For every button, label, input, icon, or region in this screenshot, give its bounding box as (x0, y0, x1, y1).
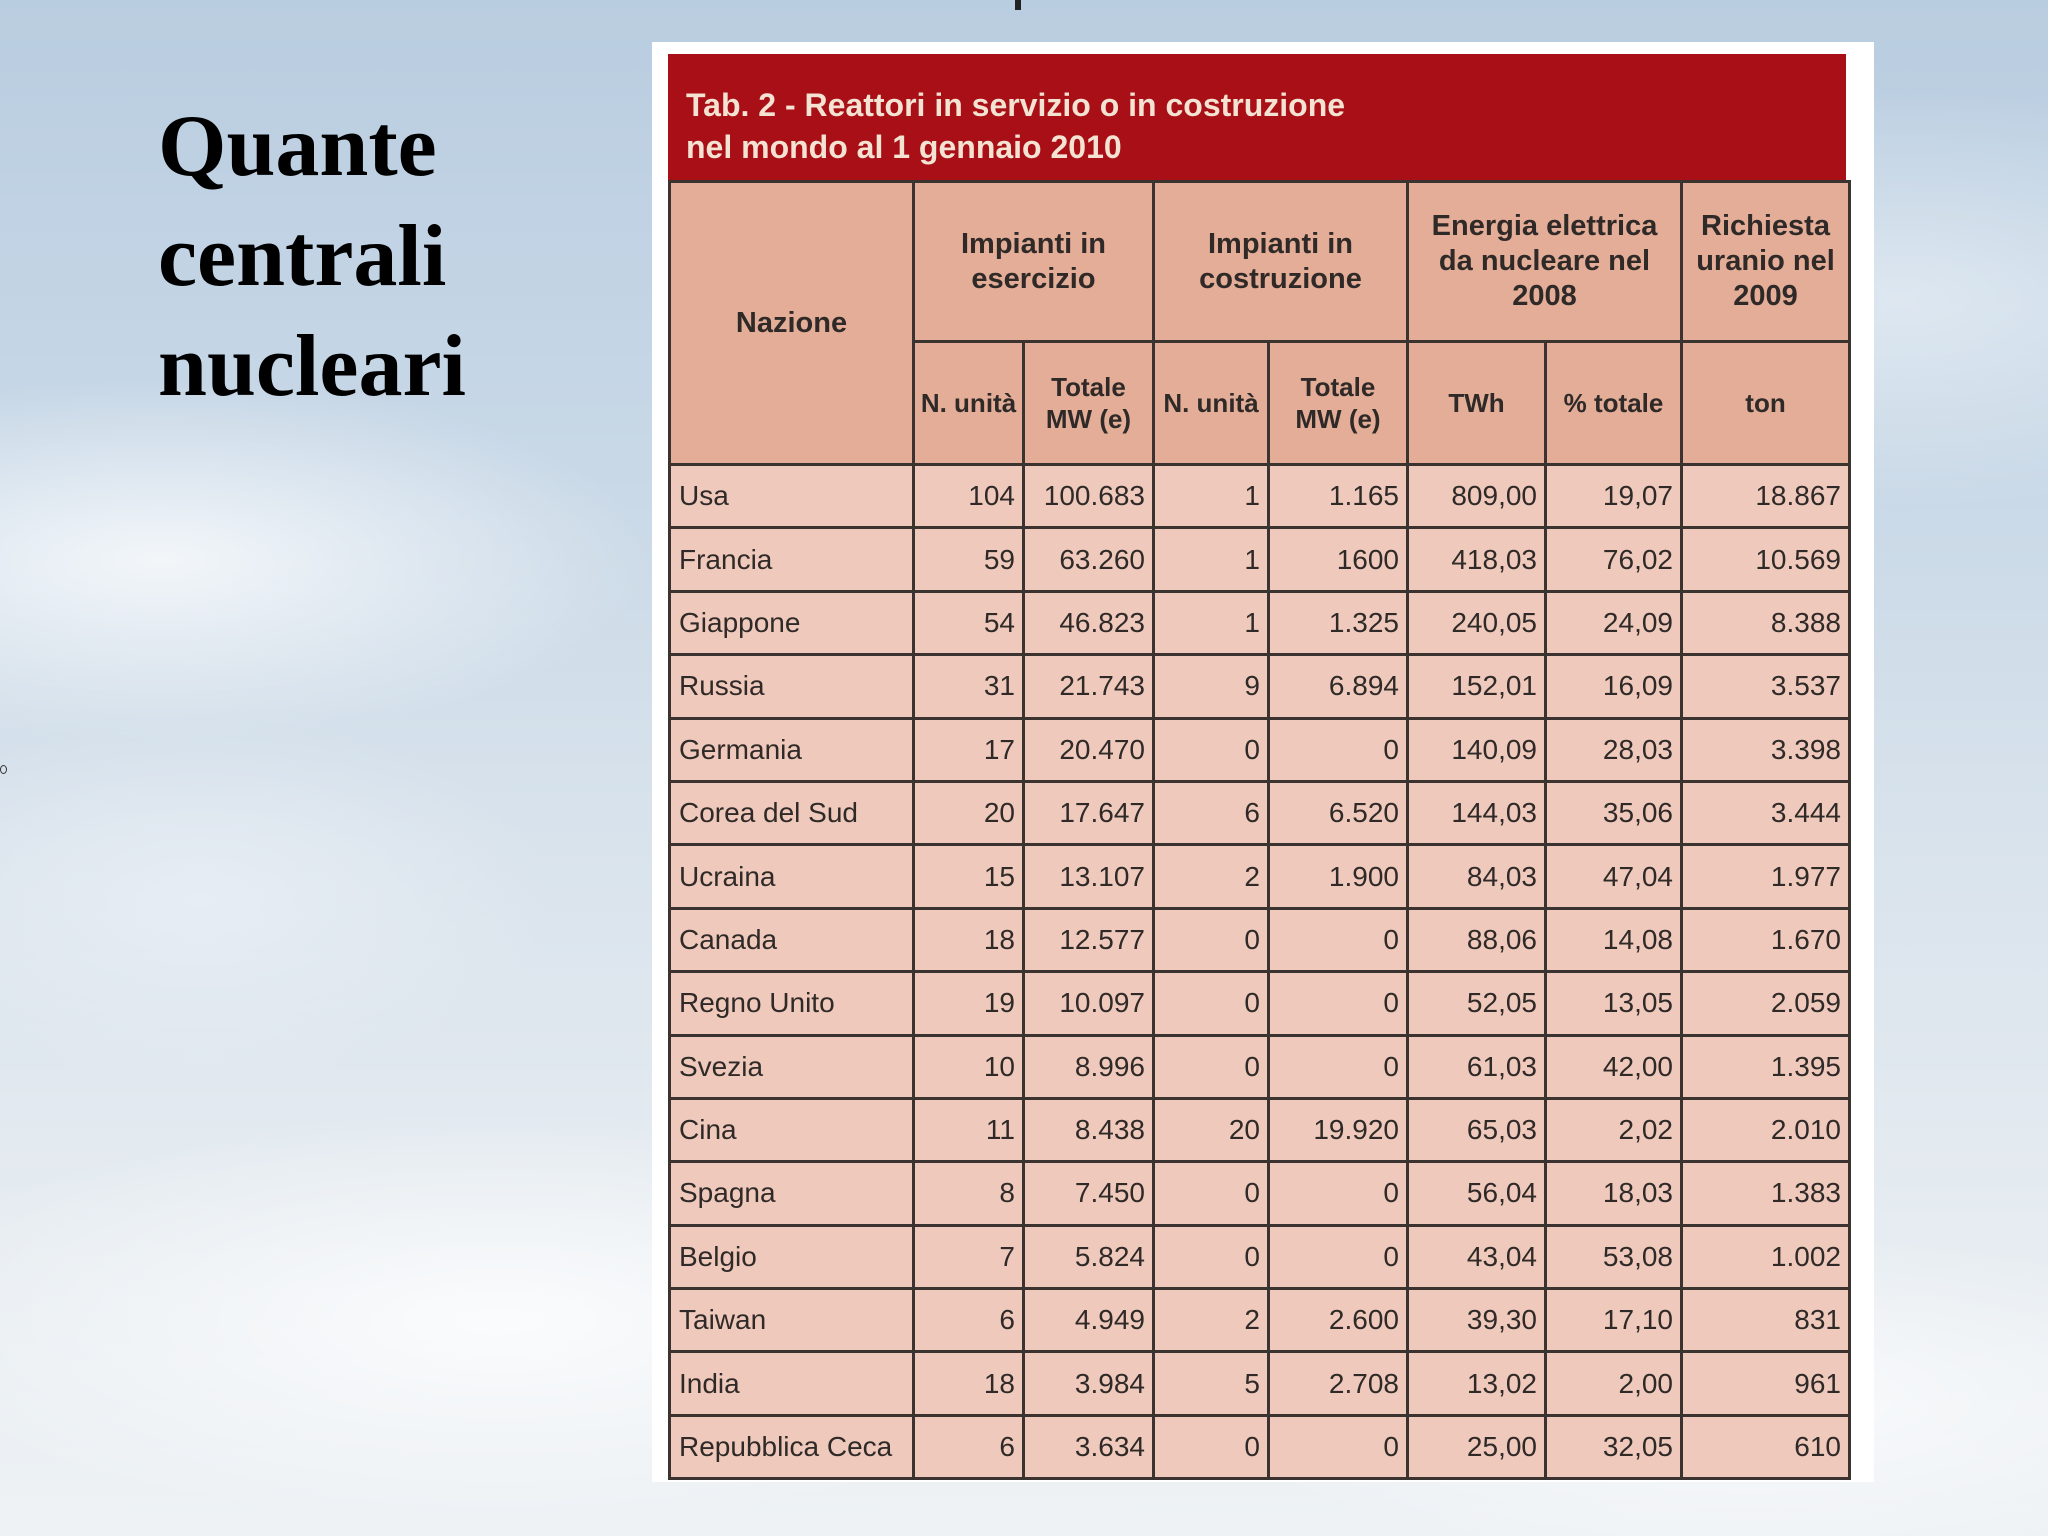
cell-total-mw: 46.823 (1024, 591, 1154, 654)
cell-nation: Russia (670, 655, 914, 718)
cell-pct-total: 17,10 (1546, 1289, 1682, 1352)
cell-units: 19 (914, 972, 1024, 1035)
table-caption-line: Tab. 2 - Reattori in servizio o in costruzione (686, 87, 1346, 123)
cell-twh: 88,06 (1408, 908, 1546, 971)
cell-twh: 43,04 (1408, 1225, 1546, 1288)
cell-twh: 61,03 (1408, 1035, 1546, 1098)
cell-pct-total: 13,05 (1546, 972, 1682, 1035)
cell-construction-units: 0 (1154, 972, 1269, 1035)
table-panel (652, 42, 1874, 1482)
cell-twh: 140,09 (1408, 718, 1546, 781)
cell-uranium-ton: 1.383 (1682, 1162, 1850, 1225)
cell-construction-mw: 1.165 (1269, 465, 1408, 528)
cell-construction-units: 2 (1154, 1289, 1269, 1352)
table-row (670, 1162, 1850, 1225)
cell-total-mw: 63.260 (1024, 528, 1154, 591)
cell-construction-mw: 2.600 (1269, 1289, 1408, 1352)
cell-nation: Spagna (670, 1162, 914, 1225)
cell-units: 11 (914, 1098, 1024, 1161)
cell-twh: 84,03 (1408, 845, 1546, 908)
cell-pct-total: 19,07 (1546, 465, 1682, 528)
cell-nation: Francia (670, 528, 914, 591)
cell-units: 10 (914, 1035, 1024, 1098)
cell-uranium-ton: 831 (1682, 1289, 1850, 1352)
cell-construction-mw: 0 (1269, 1225, 1408, 1288)
cell-pct-total: 16,09 (1546, 655, 1682, 718)
cell-nation: Repubblica Ceca (670, 1415, 914, 1478)
cell-construction-units: 0 (1154, 718, 1269, 781)
table-row (670, 1098, 1850, 1161)
cell-pct-total: 28,03 (1546, 718, 1682, 781)
cell-units: 8 (914, 1162, 1024, 1225)
cell-pct-total: 47,04 (1546, 845, 1682, 908)
cell-twh: 56,04 (1408, 1162, 1546, 1225)
slide-title-line: Quante (158, 98, 437, 195)
cell-twh: 65,03 (1408, 1098, 1546, 1161)
cell-construction-mw: 1600 (1269, 528, 1408, 591)
cell-uranium-ton: 10.569 (1682, 528, 1850, 591)
table-caption (668, 54, 1846, 181)
table-row (670, 845, 1850, 908)
cell-construction-units: 0 (1154, 1225, 1269, 1288)
cell-units: 17 (914, 718, 1024, 781)
cell-total-mw: 12.577 (1024, 908, 1154, 971)
cell-pct-total: 2,02 (1546, 1098, 1682, 1161)
table-row (670, 528, 1850, 591)
cell-total-mw: 10.097 (1024, 972, 1154, 1035)
cell-total-mw: 13.107 (1024, 845, 1154, 908)
table-row (670, 1352, 1850, 1415)
cell-twh: 25,00 (1408, 1415, 1546, 1478)
cell-total-mw: 3.984 (1024, 1352, 1154, 1415)
slide-title-line: centrali (158, 208, 447, 305)
cell-pct-total: 32,05 (1546, 1415, 1682, 1478)
cell-total-mw: 17.647 (1024, 781, 1154, 844)
slide-title-line: nucleari (158, 318, 466, 415)
cell-pct-total: 18,03 (1546, 1162, 1682, 1225)
cell-construction-units: 1 (1154, 465, 1269, 528)
table-row (670, 718, 1850, 781)
cell-construction-units: 5 (1154, 1352, 1269, 1415)
cell-construction-mw: 0 (1269, 1162, 1408, 1225)
cell-nation: India (670, 1352, 914, 1415)
table-body (670, 465, 1850, 1479)
cell-construction-mw: 1.900 (1269, 845, 1408, 908)
table-row (670, 465, 1850, 528)
cell-construction-mw: 0 (1269, 1035, 1408, 1098)
cell-units: 104 (914, 465, 1024, 528)
table-caption-line: nel mondo al 1 gennaio 2010 (686, 129, 1122, 165)
header-n-units: N. unità (914, 342, 1024, 465)
cell-uranium-ton: 3.444 (1682, 781, 1850, 844)
cell-nation: Svezia (670, 1035, 914, 1098)
cell-pct-total: 24,09 (1546, 591, 1682, 654)
cell-units: 6 (914, 1415, 1024, 1478)
cell-twh: 152,01 (1408, 655, 1546, 718)
cell-units: 7 (914, 1225, 1024, 1288)
cell-total-mw: 8.438 (1024, 1098, 1154, 1161)
cell-construction-mw: 6.894 (1269, 655, 1408, 718)
table-row (670, 1225, 1850, 1288)
cell-twh: 144,03 (1408, 781, 1546, 844)
cell-construction-units: 0 (1154, 1162, 1269, 1225)
cell-nation: Canada (670, 908, 914, 971)
cell-uranium-ton: 18.867 (1682, 465, 1850, 528)
cell-nation: Cina (670, 1098, 914, 1161)
cell-uranium-ton: 2.059 (1682, 972, 1850, 1035)
header-pct-total: % totale (1546, 342, 1682, 465)
cell-construction-units: 1 (1154, 528, 1269, 591)
cell-construction-mw: 6.520 (1269, 781, 1408, 844)
cell-uranium-ton: 1.395 (1682, 1035, 1850, 1098)
cell-twh: 13,02 (1408, 1352, 1546, 1415)
cell-uranium-ton: 3.398 (1682, 718, 1850, 781)
cell-construction-units: 6 (1154, 781, 1269, 844)
header-in-service: Impianti in esercizio (914, 182, 1154, 342)
cell-total-mw: 5.824 (1024, 1225, 1154, 1288)
cell-pct-total: 14,08 (1546, 908, 1682, 971)
cell-construction-units: 1 (1154, 591, 1269, 654)
cell-twh: 809,00 (1408, 465, 1546, 528)
table-row (670, 591, 1850, 654)
cell-uranium-ton: 1.977 (1682, 845, 1850, 908)
header-energy: Energia elettrica da nucleare nel 2008 (1408, 182, 1682, 342)
cell-twh: 52,05 (1408, 972, 1546, 1035)
cell-units: 15 (914, 845, 1024, 908)
header-twh: TWh (1408, 342, 1546, 465)
cell-construction-units: 0 (1154, 908, 1269, 971)
cell-construction-mw: 1.325 (1269, 591, 1408, 654)
cell-units: 6 (914, 1289, 1024, 1352)
cell-construction-mw: 0 (1269, 908, 1408, 971)
cell-construction-units: 2 (1154, 845, 1269, 908)
cell-total-mw: 21.743 (1024, 655, 1154, 718)
cell-pct-total: 53,08 (1546, 1225, 1682, 1288)
cell-twh: 39,30 (1408, 1289, 1546, 1352)
cell-construction-mw: 2.708 (1269, 1352, 1408, 1415)
cell-total-mw: 20.470 (1024, 718, 1154, 781)
cell-units: 20 (914, 781, 1024, 844)
cell-nation: Regno Unito (670, 972, 914, 1035)
top-edge-mark (1015, 0, 1021, 10)
cell-total-mw: 4.949 (1024, 1289, 1154, 1352)
header-n-units-construction: N. unità (1154, 342, 1269, 465)
left-edge-mark (0, 765, 7, 774)
cell-units: 18 (914, 908, 1024, 971)
cell-units: 18 (914, 1352, 1024, 1415)
cell-pct-total: 2,00 (1546, 1352, 1682, 1415)
cell-construction-units: 9 (1154, 655, 1269, 718)
cell-uranium-ton: 3.537 (1682, 655, 1850, 718)
cell-nation: Corea del Sud (670, 781, 914, 844)
cell-total-mw: 7.450 (1024, 1162, 1154, 1225)
table-row (670, 655, 1850, 718)
header-nation: Nazione (670, 182, 914, 465)
cell-uranium-ton: 1.002 (1682, 1225, 1850, 1288)
cell-total-mw: 100.683 (1024, 465, 1154, 528)
table-row (670, 1035, 1850, 1098)
cell-twh: 240,05 (1408, 591, 1546, 654)
cell-construction-mw: 19.920 (1269, 1098, 1408, 1161)
cell-units: 59 (914, 528, 1024, 591)
header-ton: ton (1682, 342, 1850, 465)
cell-pct-total: 35,06 (1546, 781, 1682, 844)
slide-title (158, 92, 466, 422)
header-under-construction: Impianti in costruzione (1154, 182, 1408, 342)
cell-units: 31 (914, 655, 1024, 718)
cell-uranium-ton: 610 (1682, 1415, 1850, 1478)
cell-uranium-ton: 8.388 (1682, 591, 1850, 654)
cell-construction-mw: 0 (1269, 1415, 1408, 1478)
header-uranium: Richiesta uranio nel 2009 (1682, 182, 1850, 342)
table-row (670, 1415, 1850, 1478)
table-row (670, 1289, 1850, 1352)
header-total-mw: Totale MW (e) (1024, 342, 1154, 465)
header-total-mw-construction: Totale MW (e) (1269, 342, 1408, 465)
reactors-table (668, 180, 1851, 1480)
cell-construction-units: 0 (1154, 1035, 1269, 1098)
cell-construction-units: 0 (1154, 1415, 1269, 1478)
cell-nation: Taiwan (670, 1289, 914, 1352)
cell-uranium-ton: 961 (1682, 1352, 1850, 1415)
cell-nation: Ucraina (670, 845, 914, 908)
cell-nation: Germania (670, 718, 914, 781)
table-row (670, 908, 1850, 971)
cell-nation: Giappone (670, 591, 914, 654)
cell-total-mw: 3.634 (1024, 1415, 1154, 1478)
cell-units: 54 (914, 591, 1024, 654)
cell-twh: 418,03 (1408, 528, 1546, 591)
cell-uranium-ton: 1.670 (1682, 908, 1850, 971)
cell-nation: Belgio (670, 1225, 914, 1288)
cell-nation: Usa (670, 465, 914, 528)
table-row (670, 972, 1850, 1035)
cell-construction-mw: 0 (1269, 972, 1408, 1035)
cell-total-mw: 8.996 (1024, 1035, 1154, 1098)
cell-construction-units: 20 (1154, 1098, 1269, 1161)
cell-pct-total: 76,02 (1546, 528, 1682, 591)
table-row (670, 781, 1850, 844)
cell-pct-total: 42,00 (1546, 1035, 1682, 1098)
cell-uranium-ton: 2.010 (1682, 1098, 1850, 1161)
cell-construction-mw: 0 (1269, 718, 1408, 781)
